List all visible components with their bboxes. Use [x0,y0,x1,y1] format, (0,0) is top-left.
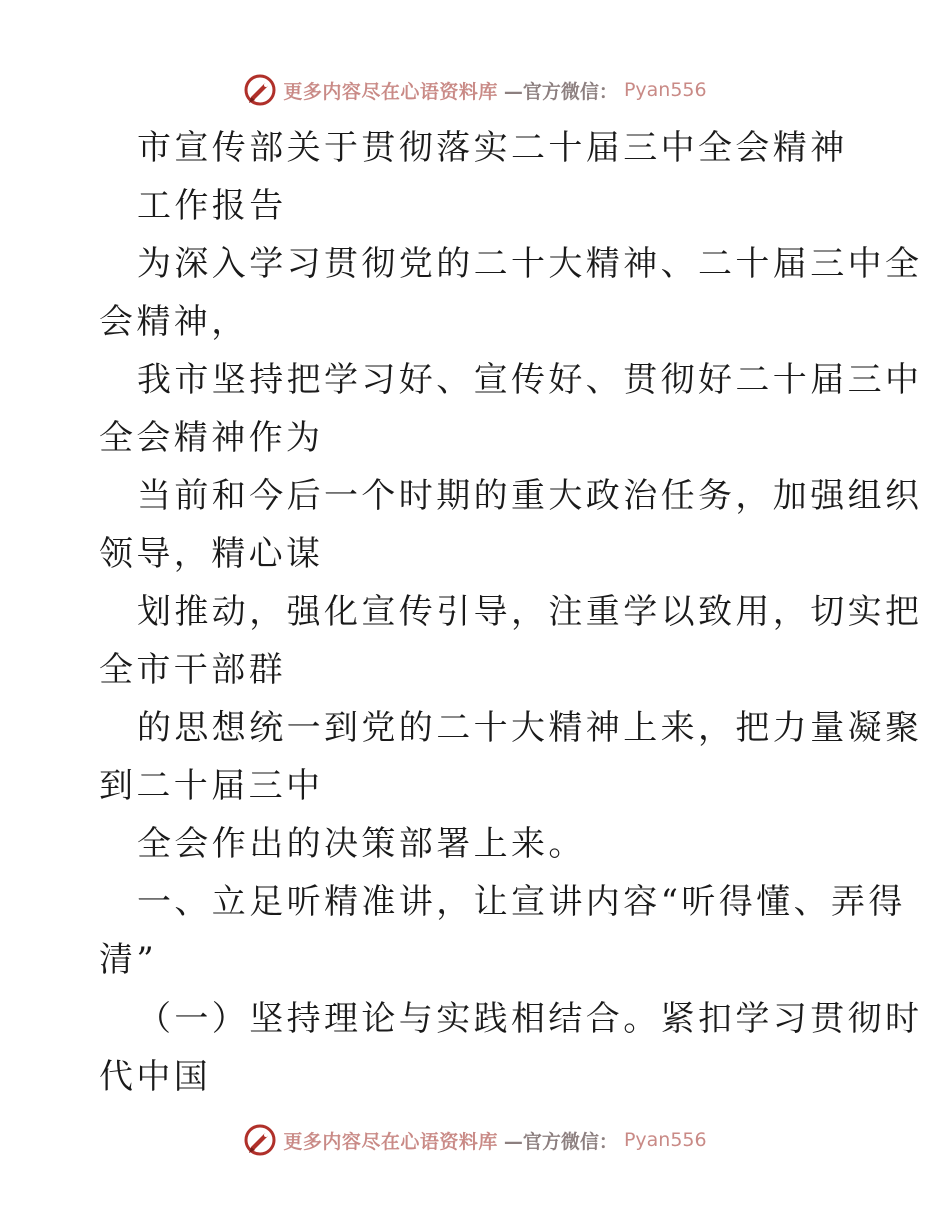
paragraph-line: 全市干部群 [99,650,286,690]
paragraph-line: 划推动，强化宣传引导，注重学以致用，切实把 [137,592,923,632]
watermark-separator: —官方微信： [503,1130,618,1153]
section-heading-line: 清” [99,940,158,980]
doc-title-line-1: 市宣传部关于贯彻落实二十届三中全会精神 [137,128,848,168]
watermark-title: 更多内容尽在心语资料库 [283,1130,498,1153]
paragraph-line: 到二十届三中 [99,766,324,806]
subsection-line: 代中国 [99,1057,212,1097]
watermark-wechat-id: Pyan556 [623,79,707,101]
watermark-wechat-id: Pyan556 [623,1129,707,1151]
paragraph-line: 全会作出的决策部署上来。 [137,824,586,864]
footer-watermark [0,1120,950,1160]
paragraph-line: 会精神， [99,302,249,342]
paragraph-line: 为深入学习贯彻党的二十大精神、二十届三中全 [137,244,923,284]
section-heading-line: 一、立足听精准讲，让宣讲内容“听得懂、弄得 [137,882,906,922]
watermark-separator: —官方微信： [503,80,618,103]
pen-logo-icon [243,1123,277,1157]
subsection-line: （一）坚持理论与实践相结合。紧扣学习贯彻时 [137,999,923,1039]
paragraph-line: 我市坚持把学习好、宣传好、贯彻好二十届三中 [137,360,923,400]
paragraph-line: 的思想统一到党的二十大精神上来，把力量凝聚 [137,708,923,748]
paragraph-line: 当前和今后一个时期的重大政治任务，加强组织 [137,476,923,516]
paragraph-line: 全会精神作为 [99,418,324,458]
paragraph-line: 领导，精心谋 [99,534,324,574]
watermark-title: 更多内容尽在心语资料库 [283,80,498,103]
doc-title-line-2: 工作报告 [137,186,287,226]
